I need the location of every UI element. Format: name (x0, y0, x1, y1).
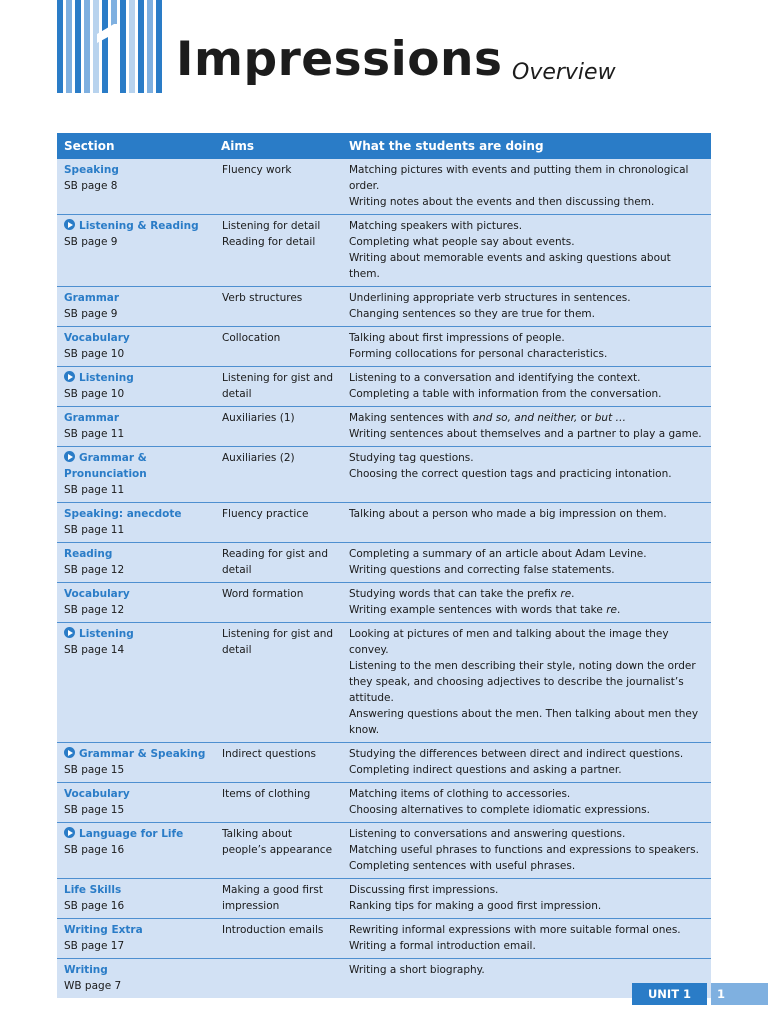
section-cell (57, 287, 214, 327)
table-row (57, 879, 711, 919)
aims-cell (214, 919, 342, 959)
activity-text: Listening to a conversation and identifying the context. (349, 372, 641, 384)
activity-text: Ranking tips for making a good first impression. (349, 900, 602, 912)
section-page-ref: SB page 12 (64, 564, 125, 576)
section-name-text: Speaking (64, 164, 119, 176)
activity-text: Writing sentences about themselves and a partner to play a game. (349, 428, 702, 440)
section-name-text: Listening & Reading (79, 220, 199, 232)
page-title: Impressions (176, 32, 503, 87)
section-cell (57, 543, 214, 583)
activity-line (349, 938, 704, 954)
aim-text: Word formation (222, 588, 304, 600)
activity-emphasis: but … (594, 412, 627, 424)
aim-text: Indirect questions (222, 748, 316, 760)
table-row (57, 407, 711, 447)
activity-text: Writing questions and correcting false statements. (349, 564, 615, 576)
activity-text: Listening to the men describing their style, noting down the order they speak, and choosing adjectives to describe the journalist’s attitude. (349, 660, 696, 704)
activity-text: Looking at pictures of men and talking about the image they convey. (349, 628, 669, 656)
activity-text: Matching speakers with pictures. (349, 220, 523, 232)
section-name (64, 290, 207, 306)
section-name-text: Vocabulary (64, 788, 130, 800)
activities-cell (342, 367, 711, 407)
table-row (57, 327, 711, 367)
activity-text: Completing a table with information from the conversation. (349, 388, 662, 400)
section-name (64, 826, 207, 842)
activity-text: Underlining appropriate verb structures in sentences. (349, 292, 631, 304)
table-row (57, 287, 711, 327)
activity-text: Studying words that can take the prefix (349, 588, 561, 600)
table-row (57, 543, 711, 583)
activity-line (349, 586, 704, 602)
table-row (57, 783, 711, 823)
activity-text: Answering questions about the men. Then talking about men they know. (349, 708, 699, 736)
section-cell (57, 919, 214, 959)
activity-text: Matching items of clothing to accessories. (349, 788, 571, 800)
section-name-text: Writing Extra (64, 924, 143, 936)
aim-text: Reading for detail (222, 236, 316, 248)
section-page-ref: SB page 11 (64, 428, 125, 440)
section-cell (57, 367, 214, 407)
aims-cell (214, 823, 342, 879)
activity-text: Choosing the correct question tags and practicing intonation. (349, 468, 672, 480)
aims-cell (214, 879, 342, 919)
section-name-text: Listening (79, 628, 134, 640)
activity-line (349, 786, 704, 802)
aim-text: people’s appearance (222, 844, 333, 856)
activity-line (349, 426, 704, 442)
table-header-row (57, 133, 711, 159)
aim-text: Fluency practice (222, 508, 309, 520)
page-subtitle: Overview (512, 60, 616, 85)
section-cell (57, 215, 214, 287)
section-name (64, 218, 207, 234)
activity-text: Writing a formal introduction email. (349, 940, 536, 952)
table-row (57, 503, 711, 543)
section-page-ref: SB page 17 (64, 940, 125, 952)
aims-cell (214, 407, 342, 447)
aim-text: Making a good first impression (222, 884, 323, 912)
activity-text: Completing what people say about events. (349, 236, 575, 248)
aim-text: Listening for gist and detail (222, 628, 334, 656)
aims-cell (214, 215, 342, 287)
section-cell (57, 583, 214, 623)
activity-text: Rewriting informal expressions with more suitable formal ones. (349, 924, 681, 936)
section-name (64, 786, 207, 802)
activity-text: Making sentences with (349, 412, 473, 424)
table-row (57, 215, 711, 287)
activity-text: Completing a summary of an article about Adam Levine. (349, 548, 647, 560)
activity-line (349, 370, 704, 386)
activities-cell (342, 215, 711, 287)
section-page-ref: SB page 10 (64, 388, 125, 400)
activity-line (349, 506, 704, 522)
aims-cell (214, 959, 342, 999)
section-name-text: Speaking: anecdote (64, 508, 182, 520)
activity-text: Discussing first impressions. (349, 884, 499, 896)
activity-text: or (577, 412, 595, 424)
activities-cell (342, 623, 711, 743)
activities-cell (342, 743, 711, 783)
unit-tab: UNIT 1 (632, 983, 707, 1005)
aims-cell (214, 287, 342, 327)
section-cell (57, 327, 214, 367)
activity-text: Talking about a person who made a big impression on them. (349, 508, 667, 520)
section-page-ref: SB page 14 (64, 644, 125, 656)
table-row (57, 743, 711, 783)
aim-text: Auxiliaries (2) (222, 452, 295, 464)
aims-cell (214, 623, 342, 743)
section-page-ref: SB page 11 (64, 484, 125, 496)
section-name-text: Life Skills (64, 884, 122, 896)
section-name (64, 882, 207, 898)
aims-cell (214, 447, 342, 503)
section-name (64, 330, 207, 346)
section-page-ref: SB page 12 (64, 604, 125, 616)
activity-text: Listening to conversations and answering questions. (349, 828, 626, 840)
section-name (64, 450, 207, 482)
table-row (57, 447, 711, 503)
unit-number-text: 1 (110, 86, 113, 91)
aim-text: Fluency work (222, 164, 292, 176)
activities-cell (342, 583, 711, 623)
activity-emphasis: re (606, 604, 617, 616)
column-header-aims: Aims (214, 133, 342, 159)
activity-text: Matching pictures with events and putting them in chronological order. (349, 164, 689, 192)
activity-line (349, 450, 704, 466)
activity-emphasis: re (560, 588, 572, 600)
activity-line (349, 386, 704, 402)
audio-play-icon (64, 371, 75, 382)
activity-text: Completing indirect questions and asking a partner. (349, 764, 622, 776)
activities-cell (342, 447, 711, 503)
activities-cell (342, 543, 711, 583)
section-cell (57, 447, 214, 503)
aim-text: Listening for gist and detail (222, 372, 334, 400)
activity-text: Studying tag questions. (349, 452, 474, 464)
activity-line (349, 626, 704, 658)
column-header-activities: What the students are doing (342, 133, 711, 159)
activity-line (349, 162, 704, 194)
table-row (57, 623, 711, 743)
aims-cell (214, 583, 342, 623)
table-row (57, 823, 711, 879)
activity-emphasis: and so, and neither, (472, 412, 578, 424)
section-page-ref: WB page 7 (64, 980, 122, 992)
activity-text: Talking about first impressions of people. (349, 332, 565, 344)
activity-line (349, 194, 704, 210)
activity-line (349, 562, 704, 578)
activity-line (349, 602, 704, 618)
activity-text: Writing a short biography. (349, 964, 485, 976)
activity-text: Matching useful phrases to functions and expressions to speakers. (349, 844, 699, 856)
section-page-ref: SB page 10 (64, 348, 125, 360)
activity-line (349, 218, 704, 234)
activity-line (349, 250, 704, 282)
section-page-ref: SB page 9 (64, 236, 118, 248)
aim-text: Listening for detail (222, 220, 321, 232)
activities-cell (342, 919, 711, 959)
section-page-ref: SB page 16 (64, 900, 125, 912)
aims-cell (214, 327, 342, 367)
activity-line (349, 842, 704, 858)
activity-line (349, 546, 704, 562)
section-cell (57, 879, 214, 919)
section-cell (57, 503, 214, 543)
section-name (64, 626, 207, 642)
activity-line (349, 882, 704, 898)
section-name-text: Grammar (64, 292, 120, 304)
section-cell (57, 623, 214, 743)
activity-text: Writing notes about the events and then discussing them. (349, 196, 655, 208)
activity-line (349, 898, 704, 914)
page-number: 1 (711, 983, 768, 1005)
table-row (57, 919, 711, 959)
section-page-ref: SB page 9 (64, 308, 118, 320)
aim-text: Verb structures (222, 292, 303, 304)
activity-text: Forming collocations for personal characteristics. (349, 348, 608, 360)
section-name-text: Listening (79, 372, 134, 384)
section-name (64, 546, 207, 562)
activities-cell (342, 159, 711, 215)
aim-text: Reading for gist and detail (222, 548, 328, 576)
table-row (57, 959, 711, 999)
activities-cell (342, 407, 711, 447)
section-page-ref: SB page 11 (64, 524, 125, 536)
aim-text: Auxiliaries (1) (222, 412, 295, 424)
activity-line (349, 466, 704, 482)
activity-text: Studying the differences between direct and indirect questions. (349, 748, 684, 760)
section-name (64, 162, 207, 178)
section-name (64, 410, 207, 426)
table-row (57, 367, 711, 407)
activities-cell (342, 503, 711, 543)
section-cell (57, 783, 214, 823)
activity-line (349, 922, 704, 938)
section-cell (57, 823, 214, 879)
section-page-ref: SB page 8 (64, 180, 118, 192)
activities-cell (342, 287, 711, 327)
audio-play-icon (64, 627, 75, 638)
section-name-text: Vocabulary (64, 332, 130, 344)
activity-text: Writing about memorable events and asking questions about them. (349, 252, 671, 280)
section-page-ref: SB page 15 (64, 804, 125, 816)
audio-play-icon (64, 827, 75, 838)
activity-text: Changing sentences so they are true for them. (349, 308, 595, 320)
table-row (57, 159, 711, 215)
audio-play-icon (64, 451, 75, 462)
activities-cell (342, 783, 711, 823)
activity-line (349, 410, 704, 426)
aims-cell (214, 783, 342, 823)
section-name-text: Language for Life (79, 828, 184, 840)
activity-line (349, 962, 704, 978)
aims-cell (214, 743, 342, 783)
aims-cell (214, 503, 342, 543)
aim-text: Collocation (222, 332, 281, 344)
activity-line (349, 826, 704, 842)
section-name (64, 922, 207, 938)
activity-line (349, 746, 704, 762)
section-cell (57, 743, 214, 783)
section-page-ref: SB page 15 (64, 764, 125, 776)
section-name-text: Grammar (64, 412, 120, 424)
section-name (64, 962, 207, 978)
section-name (64, 586, 207, 602)
section-cell (57, 407, 214, 447)
section-cell (57, 959, 214, 999)
activity-line (349, 346, 704, 362)
activity-line (349, 290, 704, 306)
aims-cell (214, 543, 342, 583)
activity-text: Completing sentences with useful phrases. (349, 860, 576, 872)
audio-play-icon (64, 219, 75, 230)
activity-text: . (571, 588, 575, 600)
activity-line (349, 802, 704, 818)
table-row (57, 583, 711, 623)
audio-play-icon (64, 747, 75, 758)
activity-text: Choosing alternatives to complete idiomatic expressions. (349, 804, 650, 816)
section-name-text: Grammar & Pronunciation (64, 452, 147, 480)
section-name-text: Grammar & Speaking (79, 748, 206, 760)
overview-table (57, 133, 711, 998)
activity-line (349, 330, 704, 346)
activity-text: . (616, 604, 621, 616)
table-body (57, 159, 711, 998)
section-page-ref: SB page 16 (64, 844, 125, 856)
activity-text: Writing example sentences with words that take (349, 604, 607, 616)
activities-cell (342, 823, 711, 879)
section-name (64, 746, 207, 762)
activity-line (349, 234, 704, 250)
section-name-text: Writing (64, 964, 108, 976)
activities-cell (342, 327, 711, 367)
column-header-section: Section (57, 133, 214, 159)
activity-line (349, 762, 704, 778)
activity-line (349, 306, 704, 322)
section-name-text: Vocabulary (64, 588, 130, 600)
aim-text: Items of clothing (222, 788, 311, 800)
section-cell (57, 159, 214, 215)
aim-text: Talking about (222, 828, 292, 840)
activity-line (349, 706, 704, 738)
aims-cell (214, 367, 342, 407)
activities-cell (342, 879, 711, 919)
section-name (64, 370, 207, 386)
aims-cell (214, 159, 342, 215)
unit-number-logo (57, 0, 163, 93)
activity-line (349, 858, 704, 874)
section-name-text: Reading (64, 548, 113, 560)
activity-line (349, 658, 704, 706)
section-name (64, 506, 207, 522)
aim-text: Introduction emails (222, 924, 324, 936)
